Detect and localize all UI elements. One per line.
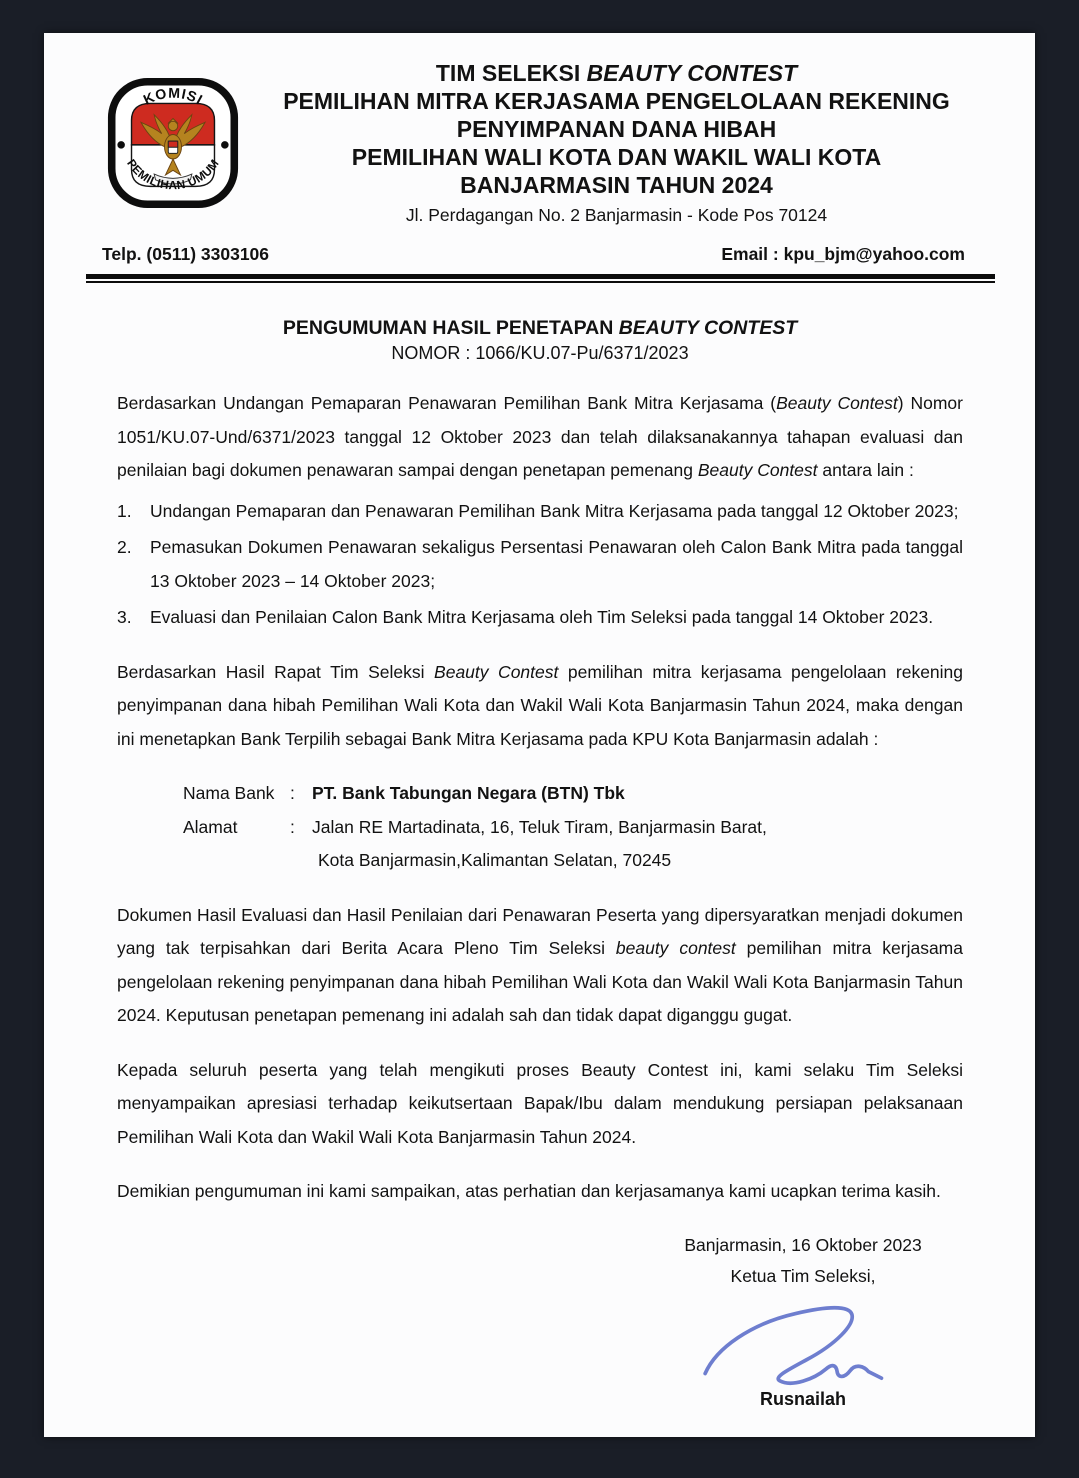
logo-top-text: KOMISI	[140, 84, 206, 108]
list-item-text: Pemasukan Dokumen Penawaran sekaligus Persentasi Penawaran oleh Calon Bank Mitra pada tanggal 13 Oktober 2023 – 14 Oktober 2023;	[150, 537, 963, 591]
signature-role: Ketua Tim Seleksi,	[730, 1265, 876, 1286]
phone-number: Telp. (0511) 3303106	[102, 244, 270, 264]
header-divider	[86, 274, 995, 283]
paragraph-decision: Berdasarkan Hasil Rapat Tim Seleksi Beauty Contest pemilihan mitra kerjasama pengelolaan rekening penyimpanan dana hibah Pemilihan Wali Kota dan Wakil Wali Kota Banjarmasin Tahun 2024, maka dengan ini menetapkan Bank Terpilih sebagai Bank Mitra Kerjasama pada KPU Kota Banjarmasin adalah :	[117, 661, 964, 749]
list-item	[117, 531, 963, 598]
bank-name-colon: :	[290, 783, 295, 803]
paragraph-intro: Berdasarkan Undangan Pemaparan Penawaran Pemilihan Bank Mitra Kerjasama (Beauty Contest) Nomor 1051/KU.07-Und/6371/2023 tanggal 12 Oktober 2023 dan telah dilaksanakannya tahapan evaluasi dan penilaian bagi dokumen penawaran sampai dengan penetapan pemenang Beauty Contest antara lain :	[117, 393, 963, 480]
letterhead-line-4: PEMILIHAN WALI KOTA DAN WAKIL WALI KOTA	[351, 144, 882, 170]
bank-name-row	[183, 777, 963, 811]
divider-thick-line	[86, 274, 995, 279]
signature-block	[647, 1230, 959, 1415]
list-item	[117, 601, 963, 635]
list-item-number: 2.	[117, 537, 132, 557]
list-item-text: Evaluasi dan Penilaian Calon Bank Mitra Kerjasama oleh Tim Seleksi pada tanggal 14 Oktober 2023.	[150, 607, 934, 627]
list-item	[117, 495, 963, 529]
bank-address-line1: Jalan RE Martadinata, 16, Teluk Tiram, Banjarmasin Barat,	[312, 816, 767, 837]
letterhead-address: Jl. Perdagangan No. 2 Banjarmasin - Kode Pos 70124	[405, 205, 828, 225]
letterhead	[44, 33, 1035, 228]
paragraph-closing: Demikian pengumuman ini kami sampaikan, atas perhatian dan kerjasamanya kami ucapkan terima kasih.	[117, 1181, 941, 1201]
bank-address-line2: Kota Banjarmasin,Kalimantan Selatan, 70245	[318, 850, 672, 870]
kpu-emblem-icon	[104, 77, 242, 209]
stage-list	[117, 495, 963, 635]
letter-body	[44, 283, 1035, 1415]
letterhead-text	[242, 59, 995, 228]
list-item-number: 3.	[117, 607, 132, 627]
list-item-number: 1.	[117, 500, 132, 521]
signature-place-date: Banjarmasin, 16 Oktober 2023	[684, 1234, 922, 1255]
paragraph-evaluation: Dokumen Hasil Evaluasi dan Hasil Penilaian dari Penawaran Peserta yang dipersyaratkan menjadi dokumen yang tak terpisahkan dari Berita Acara Pleno Tim Seleksi beauty contest pemilihan mitra kerjasama pengelolaan rekening penyimpanan dana hibah Pemilihan Wali Kota dan Wakil Wali Kota Banjarmasin Tahun 2024. Keputusan penetapan pemenang ini adalah sah dan tidak dapat diganggu gugat.	[117, 904, 963, 1025]
paragraph-appreciation: Kepada seluruh peserta yang telah mengikuti proses Beauty Contest ini, kami selaku Tim Seleksi menyampaikan apresiasi terhadap keikutsertaan Bapak/Ibu dalam mendukung persiapan pelaksanaan Pemilihan Wali Kota dan Wakil Wali Kota Banjarmasin Tahun 2024.	[117, 1059, 963, 1147]
letterhead-line-3: PENYIMPANAN DANA HIBAH	[456, 116, 777, 142]
email-address: Email : kpu_bjm@yahoo.com	[721, 244, 965, 264]
list-item-text: Undangan Pemaparan dan Penawaran Pemilihan Bank Mitra Kerjasama pada tanggal 12 Oktober 2023;	[150, 500, 959, 521]
document-number: NOMOR : 1066/KU.07-Pu/6371/2023	[391, 343, 689, 363]
bank-address-row	[183, 811, 963, 845]
bank-name-label: Nama Bank	[183, 783, 275, 803]
bank-name-value: PT. Bank Tabungan Negara (BTN) Tbk	[312, 783, 625, 803]
kpu-logo	[104, 77, 242, 209]
handwritten-signature-icon	[687, 1296, 919, 1392]
bank-address-colon: :	[290, 816, 295, 837]
letterhead-line-2: PEMILIHAN MITRA KERJASAMA PENGELOLAAN REKENING	[283, 88, 950, 114]
letterhead-line-5: BANJARMASIN TAHUN 2024	[460, 172, 773, 198]
document-title: PENGUMUMAN HASIL PENETAPAN BEAUTY CONTEST	[282, 317, 798, 339]
signatory-name: Rusnailah	[759, 1388, 847, 1409]
bank-details	[183, 777, 963, 878]
logo-bottom-text: PEMILIHAN UMUM	[124, 157, 222, 193]
bank-address-label: Alamat	[183, 816, 238, 837]
letterhead-line-1: TIM SELEKSI BEAUTY CONTEST	[435, 60, 798, 86]
scanned-letter-page	[44, 33, 1035, 1437]
contact-row	[44, 244, 1035, 265]
